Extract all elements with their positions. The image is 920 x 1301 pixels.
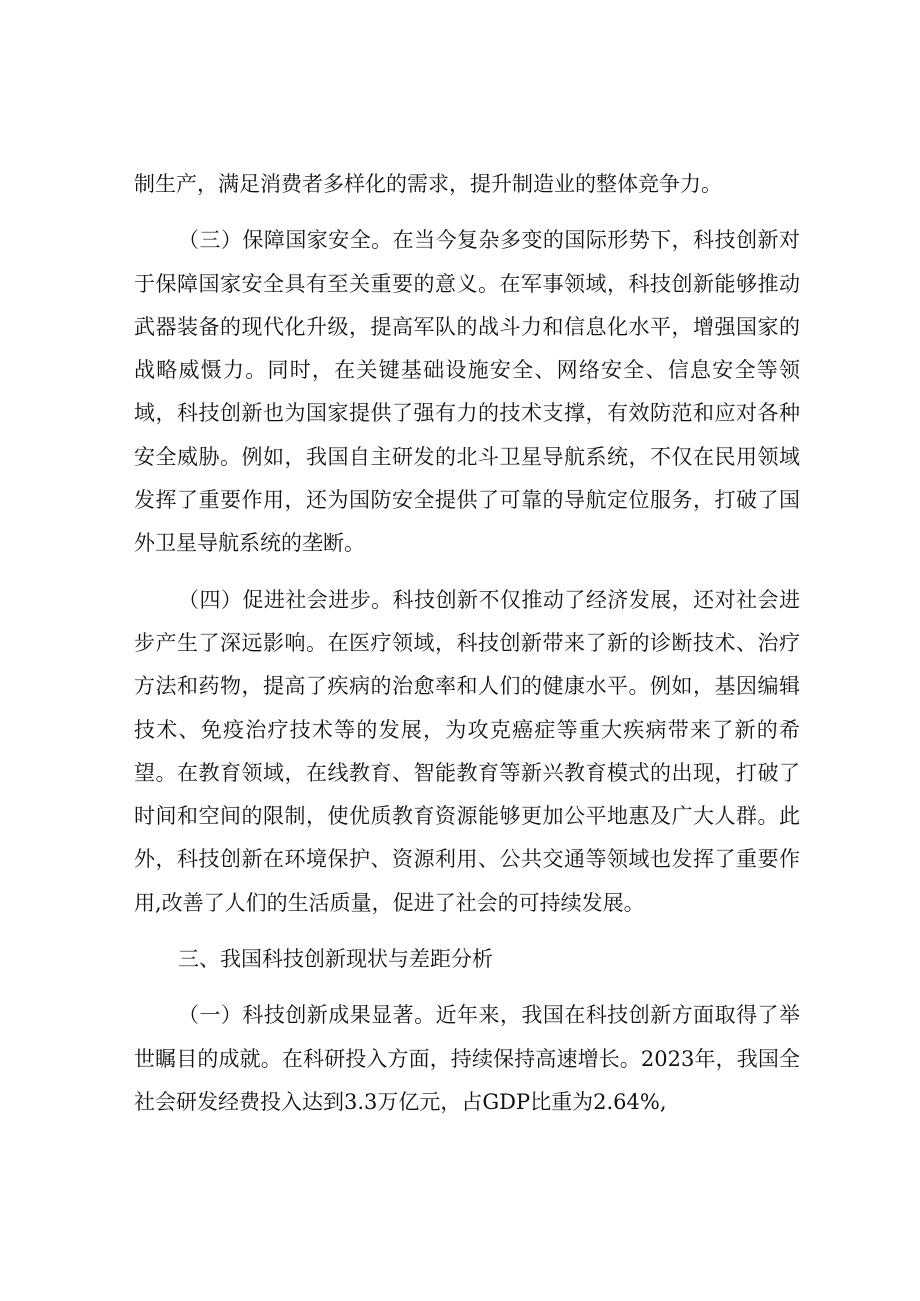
paragraph-social-progress: （四）促进社会进步。科技创新不仅推动了经济发展，还对社会进步产生了深远影响。在医疗领域，科技创新带来了新的诊断技术、治疗方法和药物，提高了疾病的治愈率和人们的健康水平。例如，基因编辑技术、免疫治疗技术等的发展，为攻克癌症等重大疾病带来了新的希望。在教育领域，在线教育、智能教育等新兴教育模式的出现，打破了时间和空间的限制，使优质教育资源能够更加公平地惠及广大人群。此外，科技创新在环境保护、资源利用、公共交通等领域也发挥了重要作用,改善了人们的生活质量，促进了社会的可持续发展。 [134, 587, 800, 915]
paragraph-national-security: （三）保障国家安全。在当今复杂多变的国际形势下，科技创新对于保障国家安全具有至关重要的意义。在军事领域，科技创新能够推动武器装备的现代化升级，提高军队的战斗力和信息化水平，增强国家的战略威慑力。同时，在关键基础设施安全、网络安全、信息安全等领域，科技创新也为国家提供了强有力的技术支撑，有效防范和应对各种安全威胁。例如，我国自主研发的北斗卫星导航系统，不仅在民用领域发挥了重要作用，还为国防安全提供了可靠的导航定位服务，打破了国外卫星导航系统的垄断。 [134, 228, 800, 556]
body-text [134, 163, 800, 1124]
paragraph-achievements: （一）科技创新成果显著。近年来，我国在科技创新方面取得了举世瞩目的成就。在科研投入方面，持续保持高速增长。2023年，我国全社会研发经费投入达到3.3万亿元，占GDP比重为2.64%, [134, 1003, 800, 1114]
paragraph-continuation: 制生产，满足消费者多样化的需求，提升制造业的整体竞争力。 [134, 172, 722, 196]
section-heading: 三、我国科技创新现状与差距分析 [178, 947, 493, 972]
